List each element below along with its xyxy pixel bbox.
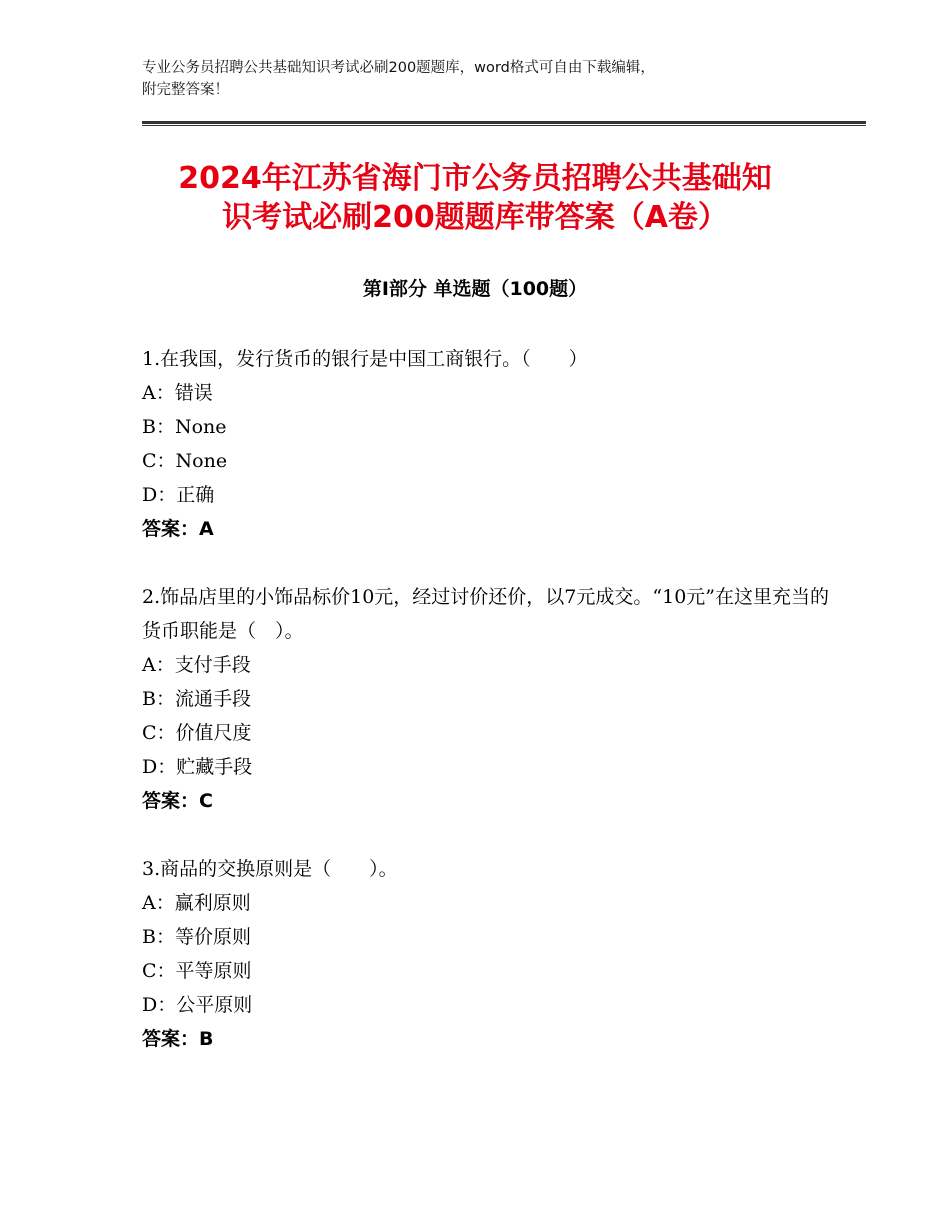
question-3 xyxy=(142,852,842,1056)
question-stem: 2.饰品店里的小饰品标价10元，经过讨价还价，以7元成交。“10元”在这里充当的货币职能是（ ）。 xyxy=(142,586,829,642)
option-c: C：None xyxy=(142,450,228,472)
option-c: C：平等原则 xyxy=(142,960,252,982)
document-title xyxy=(90,159,860,237)
option-a: A：赢利原则 xyxy=(142,892,251,914)
option-d: D：公平原则 xyxy=(142,994,253,1016)
document-title-line-1: 2024年江苏省海门市公务员招聘公共基础知 xyxy=(178,161,772,196)
answer: 答案：C xyxy=(142,790,213,812)
option-b: B：None xyxy=(142,416,227,438)
question-stem: 1.在我国，发行货币的银行是中国工商银行。（ ） xyxy=(142,348,588,370)
question-1 xyxy=(142,342,842,546)
header-line-1: 专业公务员招聘公共基础知识考试必刷200题题库，word格式可自由下载编辑， xyxy=(142,60,655,76)
option-b: B：等价原则 xyxy=(142,926,251,948)
header-divider-thick xyxy=(142,121,866,124)
option-b: B：流通手段 xyxy=(142,688,251,710)
option-c: C：价值尺度 xyxy=(142,722,252,744)
answer: 答案：B xyxy=(142,1028,214,1050)
header-divider-thin xyxy=(142,125,866,126)
section-title: 第Ⅰ部分 单选题（100题） xyxy=(362,278,588,300)
question-stem: 3.商品的交换原则是（ ）。 xyxy=(142,858,398,880)
option-d: D：贮藏手段 xyxy=(142,756,253,778)
option-d: D：正确 xyxy=(142,484,215,506)
header-line-2: 附完整答案！ xyxy=(142,82,229,98)
question-2 xyxy=(142,580,842,818)
option-a: A：支付手段 xyxy=(142,654,251,676)
page-header xyxy=(142,57,832,101)
option-a: A：错误 xyxy=(142,382,213,404)
document-title-line-2: 识考试必刷200题题库带答案（A卷） xyxy=(222,200,728,235)
question-list xyxy=(142,342,842,1090)
answer: 答案：A xyxy=(142,518,214,540)
header-divider xyxy=(142,121,866,126)
